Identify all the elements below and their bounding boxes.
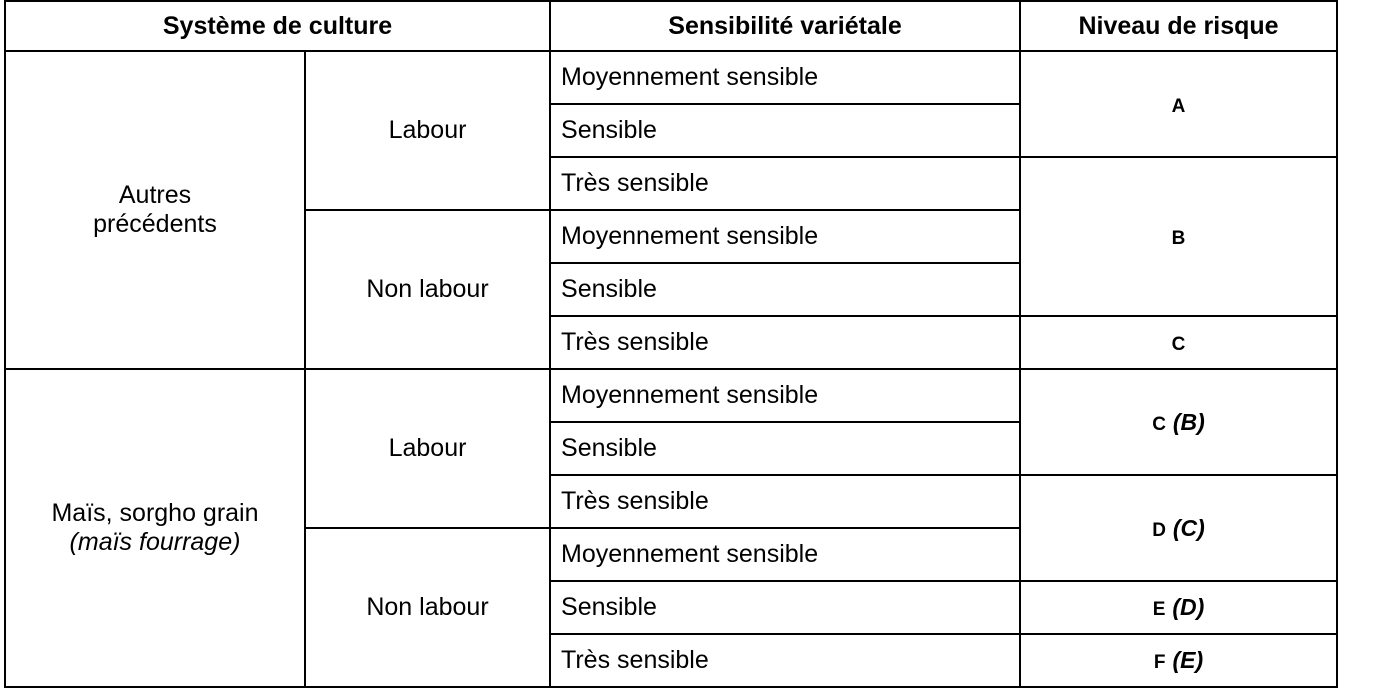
tillage-cell-1-0: Labour <box>305 369 550 528</box>
tillage-cell-0-0: Labour <box>305 51 550 210</box>
risk-alt: (C) <box>1172 514 1205 541</box>
risk-cell-1-0 <box>1020 369 1337 475</box>
susceptibility-cell-0-3: Moyennement sensible <box>550 210 1020 263</box>
risk-cell-1-2 <box>1020 581 1337 634</box>
susceptibility-cell-1-1: Sensible <box>550 422 1020 475</box>
table-header-row <box>5 1 1337 51</box>
risk-level: F <box>1153 652 1166 674</box>
risk-level: C <box>1171 334 1186 356</box>
header-risk: Niveau de risque <box>1020 1 1337 51</box>
system-line1: Autres <box>118 181 192 210</box>
table-body <box>5 51 1337 687</box>
susceptibility-cell-0-5: Très sensible <box>550 316 1020 369</box>
susceptibility-cell-1-0: Moyennement sensible <box>550 369 1020 422</box>
header-susceptibility: Sensibilité variétale <box>550 1 1020 51</box>
risk-level: A <box>1171 95 1186 117</box>
tillage-cell-1-1: Non labour <box>305 528 550 687</box>
table-row <box>5 51 1337 104</box>
susceptibility-cell-1-5: Très sensible <box>550 634 1020 687</box>
risk-alt: (E) <box>1172 647 1204 674</box>
susceptibility-cell-0-1: Sensible <box>550 104 1020 157</box>
susceptibility-cell-0-0: Moyennement sensible <box>550 51 1020 104</box>
susceptibility-cell-1-4: Sensible <box>550 581 1020 634</box>
system-line2: précédents <box>93 210 217 238</box>
risk-cell-0-2 <box>1020 316 1337 369</box>
susceptibility-cell-0-4: Sensible <box>550 263 1020 316</box>
table-header <box>5 1 1337 51</box>
tillage-cell-0-1: Non labour <box>305 210 550 369</box>
risk-cell-0-1 <box>1020 157 1337 316</box>
risk-cell-1-1 <box>1020 475 1337 581</box>
risk-cell-0-0 <box>1020 51 1337 157</box>
susceptibility-cell-0-2: Très sensible <box>550 157 1020 210</box>
risk-level: D <box>1152 519 1166 541</box>
susceptibility-cell-1-2: Très sensible <box>550 475 1020 528</box>
risk-table <box>4 0 1338 688</box>
header-system: Système de culture <box>5 1 550 51</box>
susceptibility-cell-1-3: Moyennement sensible <box>550 528 1020 581</box>
risk-level: B <box>1171 228 1186 250</box>
table-row <box>5 369 1337 422</box>
system-cell-0 <box>5 51 305 369</box>
risk-cell-1-3 <box>1020 634 1337 687</box>
risk-level: E <box>1152 599 1166 621</box>
risk-level: C <box>1152 413 1166 435</box>
system-line1: Maïs, sorgho grain <box>51 499 259 528</box>
risk-alt: (D) <box>1172 594 1205 621</box>
risk-alt: (B) <box>1172 408 1205 435</box>
system-italic: (maïs fourrage) <box>69 528 241 556</box>
system-cell-1 <box>5 369 305 687</box>
